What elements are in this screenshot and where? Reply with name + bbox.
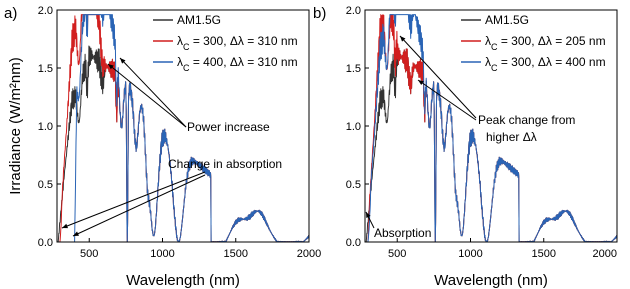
y-tick-label: 1.0 bbox=[345, 121, 361, 133]
y-tick-label: 1.5 bbox=[37, 63, 53, 75]
x-axis-title: Wavelength (nm) bbox=[434, 272, 548, 289]
x-tick-label: 1000 bbox=[458, 248, 483, 260]
legend-label: AM1.5G bbox=[177, 13, 222, 27]
y-tick-label: 2.0 bbox=[345, 5, 361, 17]
legend-label: $\lambda_C = 300$, Δλ = 310 nm bbox=[177, 34, 298, 52]
y-tick-label: 0.5 bbox=[37, 179, 53, 191]
x-tick-label: 2000 bbox=[296, 248, 322, 260]
chart-panel-a bbox=[4, 5, 321, 289]
y-axis-title: Irradiance (W/m²nm) bbox=[7, 57, 24, 195]
panel-label: b) bbox=[313, 5, 327, 22]
x-tick-label: 1500 bbox=[531, 248, 556, 260]
x-tick-label: 500 bbox=[80, 248, 99, 260]
y-tick-label: 2.0 bbox=[37, 5, 53, 17]
annotation-peak-change: Peak change from bbox=[478, 113, 576, 127]
y-tick-label: 0.5 bbox=[345, 179, 361, 191]
x-tick-label: 500 bbox=[388, 248, 407, 260]
y-tick-label: 0.0 bbox=[37, 237, 53, 249]
x-axis-title: Wavelength (nm) bbox=[126, 272, 240, 289]
annotations bbox=[62, 58, 282, 236]
x-tick-label: 2000 bbox=[592, 248, 617, 260]
annotation-higher-delta: higher Δλ bbox=[486, 130, 537, 144]
annotation-change-in-absorption: Change in absorption bbox=[168, 157, 283, 171]
x-tick-label: 1500 bbox=[223, 248, 248, 260]
legend-label: AM1.5G bbox=[485, 13, 530, 27]
x-tick-label: 1000 bbox=[150, 248, 175, 260]
arrow-head bbox=[62, 224, 68, 228]
annotation-arrow bbox=[62, 172, 205, 228]
legend-label: $\lambda_C = 300$, Δλ = 205 nm bbox=[485, 34, 606, 52]
legend-label: $\lambda_C = 400$, Δλ = 310 nm bbox=[177, 55, 298, 73]
y-tick-label: 1.5 bbox=[345, 63, 361, 75]
panel-label: a) bbox=[4, 5, 18, 22]
chart-panel-b bbox=[313, 5, 617, 289]
y-tick-label: 1.0 bbox=[37, 121, 53, 133]
y-tick-label: 0.0 bbox=[345, 237, 361, 249]
legend-label: $\lambda_C = 300$, Δλ = 400 nm bbox=[485, 55, 606, 73]
annotation-absorption: Absorption bbox=[374, 226, 432, 240]
annotation-power-increase: Power increase bbox=[187, 120, 270, 134]
annotation-arrow bbox=[73, 175, 205, 236]
